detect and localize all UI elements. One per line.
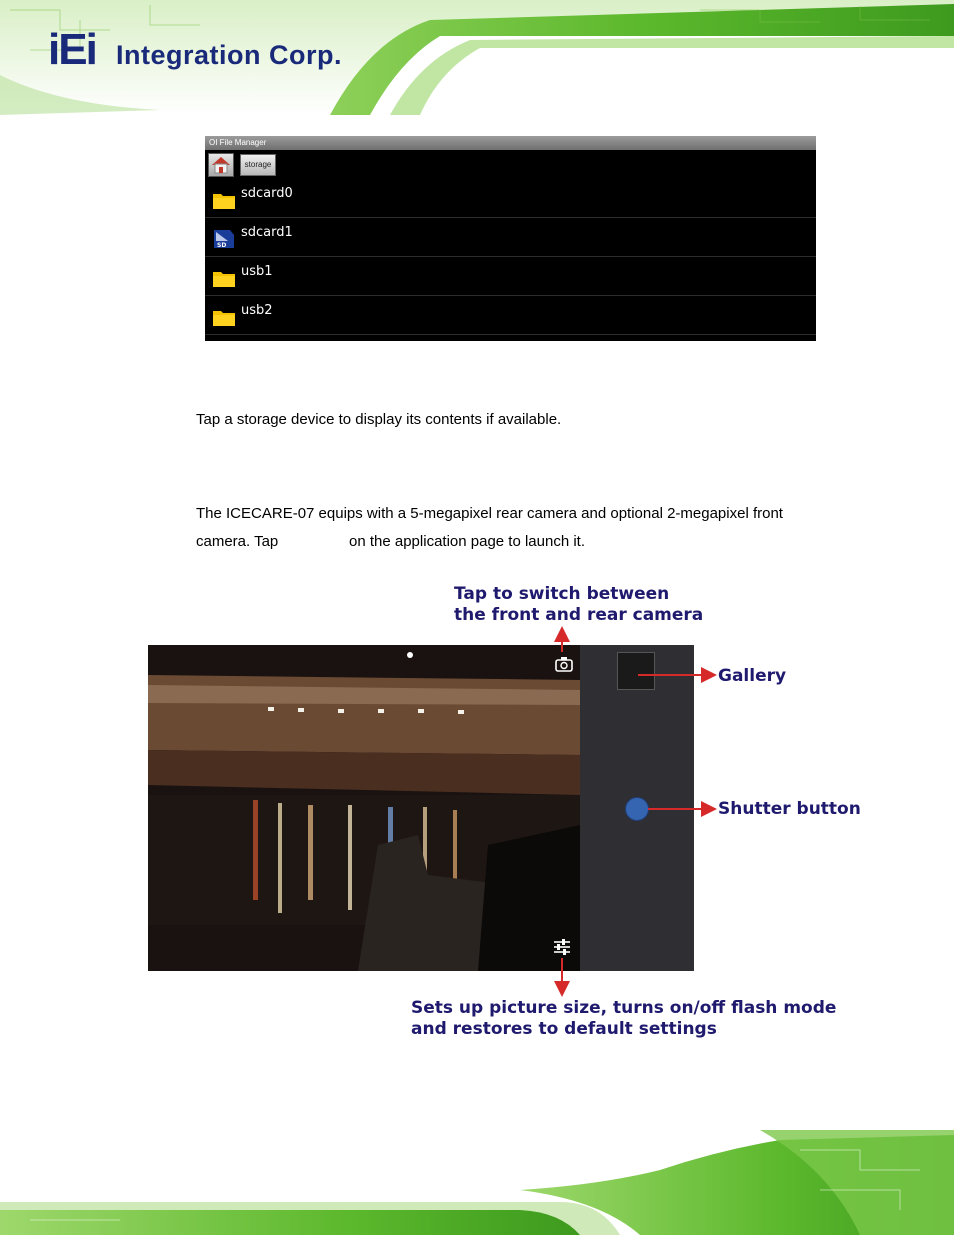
list-item-label: usb1: [241, 264, 273, 279]
callout-settings-line1: Sets up picture size, turns on/off flash mode: [411, 998, 837, 1018]
gallery-thumbnail[interactable]: [617, 652, 655, 690]
footer-banner: [0, 1130, 954, 1235]
paragraph-camera-line2a: camera. Tap: [196, 533, 279, 550]
folder-icon: [212, 307, 236, 327]
list-item[interactable]: [205, 257, 816, 296]
list-item-label: usb2: [241, 303, 273, 318]
callout-switch-line2: the front and rear camera: [454, 605, 704, 625]
callout-switch-line1: Tap to switch between: [454, 584, 670, 604]
paragraph-camera-line1: The ICECARE-07 equips with a 5-megapixel rear camera and optional 2-megapixel front: [196, 505, 783, 522]
paragraph-camera-line2b: on the application page to launch it.: [349, 533, 586, 550]
list-item-label: sdcard1: [241, 225, 293, 240]
paragraph-tap-storage: Tap a storage device to display its contents if available.: [196, 411, 562, 428]
list-item[interactable]: [205, 296, 816, 335]
breadcrumb-storage[interactable]: storage: [240, 154, 276, 176]
list-item[interactable]: [205, 179, 816, 218]
callout-settings-line2: and restores to default settings: [411, 1019, 717, 1039]
folder-icon: [212, 268, 236, 288]
shutter-button[interactable]: [625, 797, 649, 821]
logo-text: Integration Corp.: [116, 40, 342, 70]
folder-icon: [212, 190, 236, 210]
settings-sliders-icon[interactable]: [552, 937, 572, 957]
camera-preview-photo: [148, 645, 580, 971]
file-manager-screenshot: [205, 136, 816, 341]
list-item[interactable]: [205, 218, 816, 257]
home-icon: [209, 154, 233, 176]
callout-gallery: Gallery: [718, 666, 787, 686]
camera-screenshot: [148, 645, 694, 971]
sd-card-icon: [212, 229, 236, 249]
file-manager-title: OI File Manager: [205, 136, 816, 150]
home-button[interactable]: [208, 153, 234, 177]
svg-text:SD: SD: [217, 242, 227, 249]
switch-camera-icon[interactable]: [553, 655, 575, 673]
logo-mark: iEi: [48, 25, 96, 74]
callout-shutter: Shutter button: [718, 799, 861, 819]
list-item-label: sdcard0: [241, 186, 293, 201]
